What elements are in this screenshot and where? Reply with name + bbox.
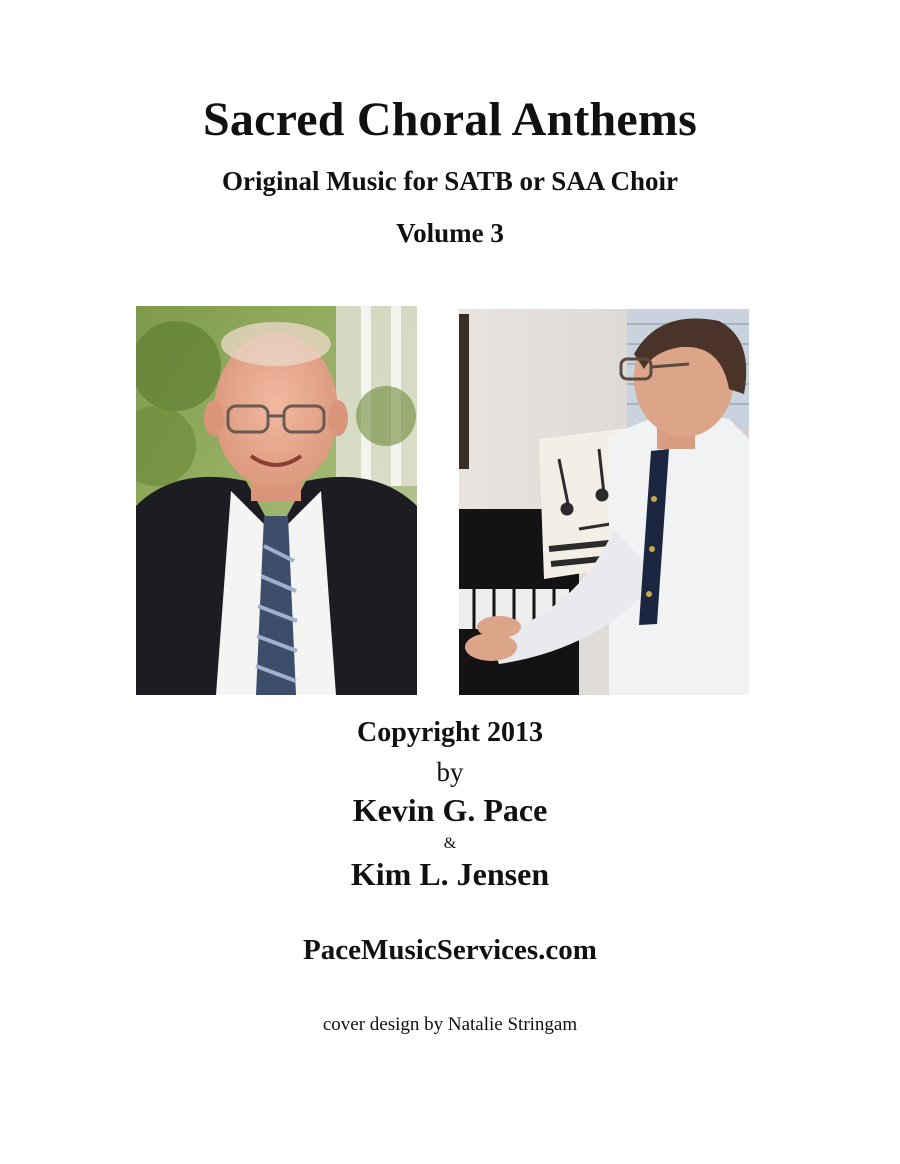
portrait-left-illustration [136,306,417,695]
by-line: by [436,757,464,787]
ampersand: & [443,835,457,852]
book-subtitle: Original Music for SATB or SAA Choir [221,166,679,196]
volume-label: Volume 3 [396,218,504,248]
portrait-photo-left [136,306,417,695]
author-name-1: Kevin G. Pace [352,792,548,828]
portrait-photo-right [459,309,749,695]
cover-design-credit: cover design by Natalie Stringam [322,1014,578,1035]
book-title: Sacred Choral Anthems [203,93,697,146]
website-url: PaceMusicServices.com [303,934,597,966]
copyright-line: Copyright 2013 [357,717,543,748]
author-name-2: Kim L. Jensen [350,856,550,892]
portrait-right-illustration [459,309,749,695]
